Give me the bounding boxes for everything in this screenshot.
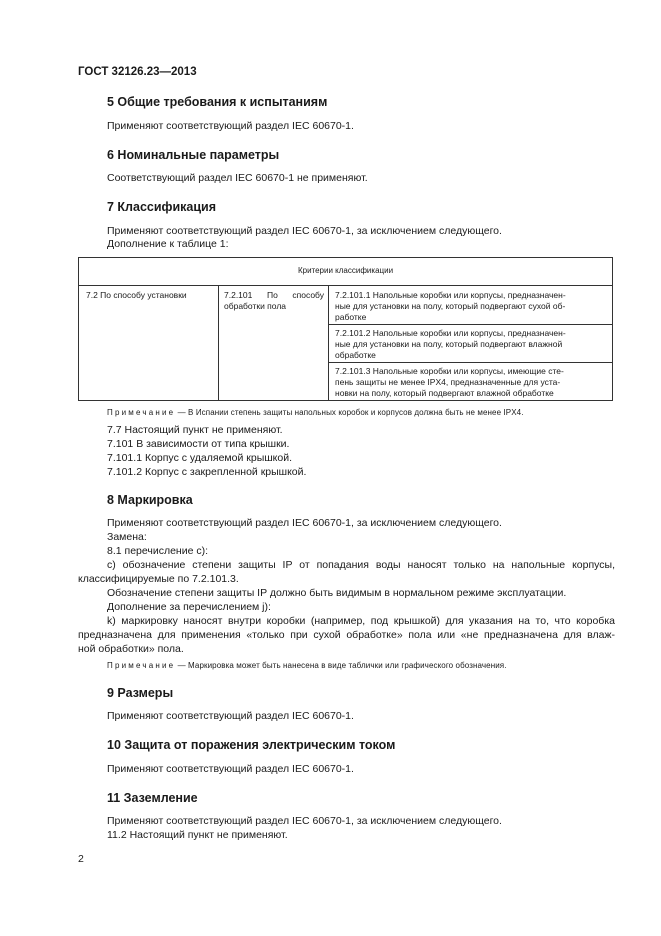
section-5-heading: 5 Общие требования к испытаниям: [107, 95, 328, 109]
note-label: Примечание: [107, 661, 176, 670]
section-7-note: [107, 408, 524, 417]
item-7-101-1: 7.101.1 Корпус с удаляемой крышкой.: [107, 452, 292, 464]
table-col2-line1: 7.2.101 По способу: [224, 290, 324, 300]
table-row-divider-1: [328, 324, 612, 325]
item-c-line1: с) обозначение степени защиты IP от попадания воды наносят только на напольные корпусы,: [107, 559, 615, 571]
ip-visibility-line: Обозначение степени защиты IP должно быть видимым в нормальном режиме эксплуатации.: [107, 587, 567, 599]
section-8-line2: Замена:: [107, 531, 147, 543]
table-row-1-line: 7.2.101.1 Напольные коробки или корпусы, предназначен-: [335, 290, 566, 300]
section-7-line1: Применяют соответствующий раздел IEC 60670-1, за исключением следующего.: [107, 225, 502, 237]
document-id: ГОСТ 32126.23—2013: [78, 66, 197, 78]
section-9-heading: 9 Размеры: [107, 686, 174, 700]
section-8-heading: 8 Маркировка: [107, 493, 193, 507]
item-k-line2: предназначена для применения «только при сухой обработке» пола или «не предназначена для влаж-: [78, 629, 615, 641]
section-11-line2: 11.2 Настоящий пункт не применяют.: [107, 829, 288, 841]
table-row-2-line: 7.2.101.2 Напольные коробки или корпусы, предназначен-: [335, 328, 566, 338]
table-row-2-line: обработке: [335, 350, 376, 360]
page-number: 2: [78, 853, 84, 865]
table-col-divider-1: [218, 285, 219, 400]
item-k-line3: ной обработки» пола.: [78, 643, 184, 655]
classification-table: [78, 257, 613, 401]
section-10-heading: 10 Защита от поражения электрическим током: [107, 738, 396, 752]
section-8-line1: Применяют соответствующий раздел IEC 60670-1, за исключением следующего.: [107, 517, 502, 529]
table-row-3-line: пень защиты не менее IPX4, предназначенные для уста-: [335, 377, 561, 387]
table-row-2: [335, 328, 566, 361]
item-c-line2: классифицируемые по 7.2.101.3.: [78, 573, 239, 585]
section-5-text: Применяют соответствующий раздел IEC 60670-1.: [107, 120, 354, 132]
item-7-7: 7.7 Настоящий пункт не применяют.: [107, 424, 283, 436]
section-9-text: Применяют соответствующий раздел IEC 60670-1.: [107, 710, 354, 722]
table-row-3: [335, 366, 564, 399]
item-7-101: 7.101 В зависимости от типа крышки.: [107, 438, 290, 450]
note-text: — Маркировка может быть нанесена в виде таблички или графического обозначения.: [175, 661, 507, 670]
item-7-101-2: 7.101.2 Корпус с закрепленной крышкой.: [107, 466, 307, 478]
section-11-heading: 11 Заземление: [107, 791, 198, 805]
note-text: — В Испании степень защиты напольных коробок и корпусов должна быть не менее IPX4.: [175, 408, 524, 417]
section-10-text: Применяют соответствующий раздел IEC 60670-1.: [107, 763, 354, 775]
section-8-note: [107, 661, 507, 670]
table-row-2-line: ные для установки на полу, который подвергают влажной: [335, 339, 563, 349]
section-8-line3: 8.1 перечисление с):: [107, 545, 209, 557]
table-col-divider-2: [328, 285, 329, 400]
table-header: Критерии классификации: [297, 266, 394, 275]
table-row-1-line: ные для установки на полу, который подвергают сухой об-: [335, 301, 566, 311]
item-k-line1: k) маркировку наносят внутри коробки (например, под крышкой) для указания на то, что коробка: [107, 615, 615, 627]
section-6-text: Соответствующий раздел IEC 60670-1 не применяют.: [107, 172, 368, 184]
note-label: Примечание: [107, 408, 176, 417]
table-row-3-line: новки на полу, который подвергают влажной обработке: [335, 388, 554, 398]
table-row-1: [335, 290, 566, 323]
section-7-line2: Дополнение к таблице 1:: [107, 238, 229, 250]
table-row-3-line: 7.2.101.3 Напольные коробки или корпусы, имеющие сте-: [335, 366, 564, 376]
section-11-line1: Применяют соответствующий раздел IEC 60670-1, за исключением следующего.: [107, 815, 502, 827]
addition-line: Дополнение за перечислением j):: [107, 601, 271, 613]
table-row-divider-2: [328, 362, 612, 363]
table-header-rule: [79, 285, 612, 286]
table-col1-text: 7.2 По способу установки: [86, 290, 187, 300]
section-7-heading: 7 Классификация: [107, 200, 217, 214]
table-row-1-line: работке: [335, 312, 367, 322]
section-6-heading: 6 Номинальные параметры: [107, 148, 280, 162]
table-col2-line2: обработки пола: [224, 301, 287, 311]
